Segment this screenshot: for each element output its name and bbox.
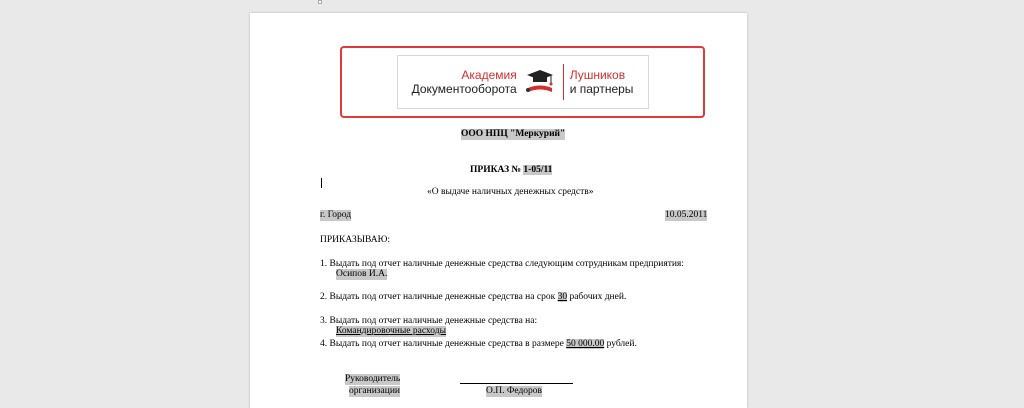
- graduation-cap-scroll-icon: [523, 67, 557, 97]
- logo-academy: Академия: [461, 68, 517, 82]
- logo: [397, 55, 649, 109]
- item-2: [320, 292, 626, 303]
- order-title: [470, 165, 552, 176]
- signer-name: О.П. Федоров: [486, 386, 543, 396]
- text-cursor: [321, 178, 322, 188]
- item-4: [320, 339, 637, 350]
- document-page[interactable]: [250, 13, 747, 408]
- logo-right-text: [570, 68, 634, 96]
- logo-partners: и партнеры: [569, 82, 634, 96]
- item-3: 3. Выдать под отчет наличные денежные средства на:: [320, 316, 538, 326]
- organization-name: ООО НПЦ "Меркурий": [461, 129, 566, 139]
- item-1-person: Осипов И.А.: [336, 269, 388, 279]
- logo-docflow: Документооборота: [411, 82, 517, 96]
- order-prefix: ПРИКАЗ №: [470, 165, 524, 175]
- logo-lushnikov: Лушников: [569, 68, 626, 82]
- ruler-marker: [318, 0, 322, 4]
- item-4-amount: 50 000.00: [566, 339, 605, 349]
- logo-separator: [563, 64, 564, 100]
- item-4-suffix: рублей.: [604, 339, 637, 349]
- item-2-suffix: рабочих дней.: [567, 292, 627, 302]
- signature-line: [460, 383, 573, 384]
- item-1: 1. Выдать под отчет наличные денежные средства следующим сотрудникам предприятия:: [320, 259, 684, 269]
- signer-title-2: организации: [349, 386, 401, 396]
- logo-frame: [340, 46, 705, 118]
- order-date: 10.05.2011: [665, 210, 708, 220]
- item-2-text: 2. Выдать под отчет наличные денежные средства на срок: [320, 292, 558, 302]
- order-number: 1-05/11: [523, 165, 553, 175]
- decree-heading: ПРИКАЗЫВАЮ:: [320, 235, 391, 245]
- item-3-purpose: Командировочные расходы: [336, 326, 446, 336]
- order-subject: «О выдаче наличных денежных средств»: [427, 187, 594, 197]
- item-4-text: 4. Выдать под отчет наличные денежные средства в размере: [320, 339, 567, 349]
- city: г. Город: [320, 210, 352, 220]
- signer-title-1: Руководитель: [345, 374, 401, 384]
- logo-left-text: [412, 68, 517, 96]
- item-2-days: 30: [557, 292, 568, 302]
